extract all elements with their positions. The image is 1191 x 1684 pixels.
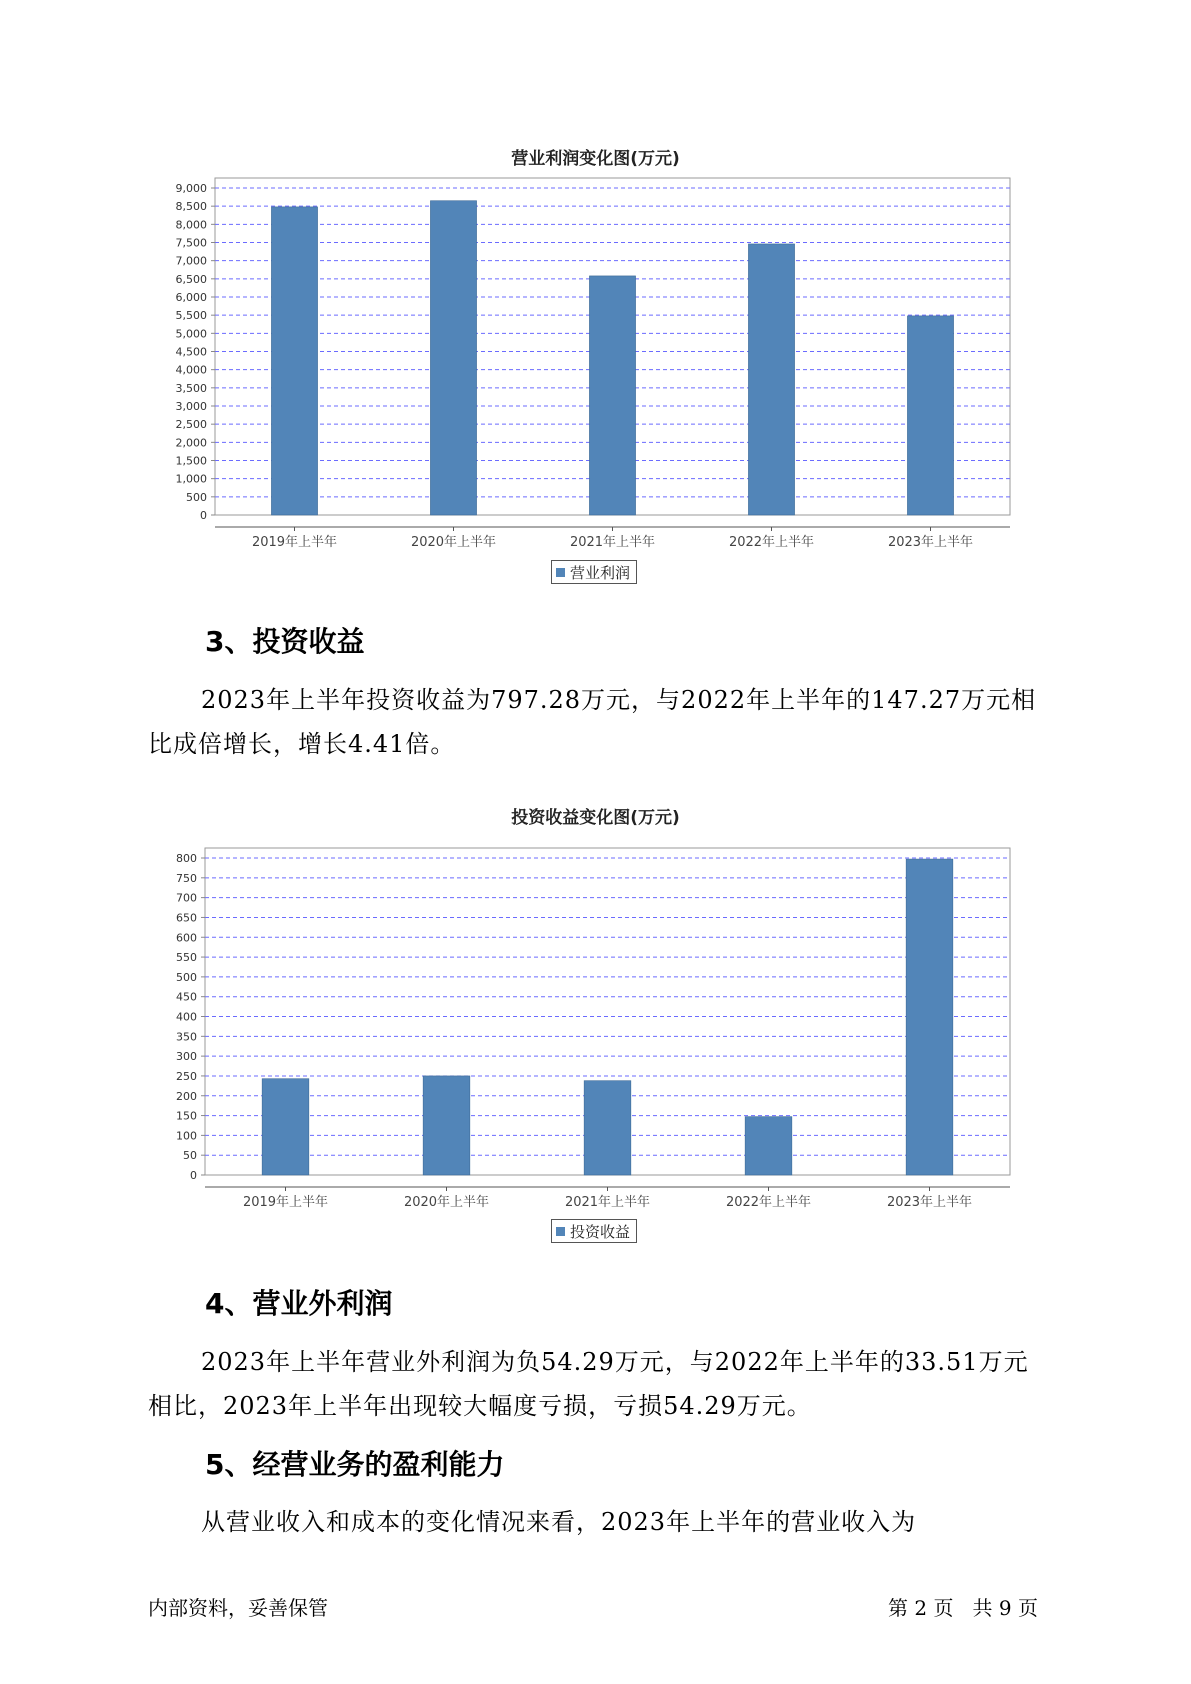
bar	[262, 1079, 309, 1175]
y-tick-label: 650	[176, 911, 197, 925]
bar	[906, 859, 953, 1175]
chart2-title: 投资收益变化图(万元)	[511, 808, 680, 828]
y-tick-label: 3,000	[175, 400, 207, 413]
x-category-label: 2019年上半年	[251, 535, 338, 550]
chart1-legend-label: 营业利润	[570, 563, 631, 582]
x-category-label: 2022年上半年	[728, 535, 815, 550]
x-category-label: 2019年上半年	[242, 1195, 329, 1210]
y-tick-label: 3,500	[175, 381, 207, 395]
y-tick-label: 7,500	[175, 236, 207, 250]
section-5-heading: 5、经营业务的盈利能力	[205, 1448, 505, 1481]
y-tick-label: 2,500	[175, 418, 207, 432]
y-tick-label: 400	[176, 1010, 197, 1024]
chart1-title: 营业利润变化图(万元)	[511, 149, 680, 169]
y-tick-label: 6,000	[175, 291, 207, 304]
x-category-label: 2021年上半年	[564, 1195, 651, 1210]
section-4-paragraph: 2023年上半年营业外利润为负54.29万元，与2022年上半年的33.51万元相比，2023年上半年出现较大幅度亏损，亏损54.29万元。	[148, 1348, 1029, 1420]
legend-swatch-icon	[556, 1227, 565, 1236]
y-tick-label: 750	[176, 871, 197, 885]
bar	[745, 1117, 792, 1175]
y-tick-label: 500	[176, 970, 197, 984]
y-tick-label: 500	[186, 490, 207, 504]
x-category-label: 2021年上半年	[569, 535, 656, 550]
chart1-legend	[551, 560, 637, 584]
y-tick-label: 5,000	[175, 327, 207, 341]
y-tick-label: 0	[200, 509, 207, 522]
bar	[423, 1076, 470, 1175]
y-tick-label: 700	[176, 891, 197, 905]
y-tick-label: 6,500	[175, 272, 207, 286]
x-category-label: 2020年上半年	[410, 535, 497, 550]
y-tick-label: 9,000	[175, 182, 207, 195]
y-tick-label: 200	[176, 1089, 197, 1103]
investment-income-chart	[0, 835, 1191, 1215]
bar	[589, 276, 635, 515]
bar	[907, 316, 953, 515]
y-tick-label: 8,000	[175, 218, 207, 232]
footer-confidential: 内部资料，妥善保管	[148, 1596, 328, 1620]
y-tick-label: 1,500	[175, 454, 207, 468]
y-tick-label: 250	[176, 1069, 197, 1083]
y-tick-label: 300	[176, 1050, 197, 1064]
bar	[584, 1081, 631, 1175]
y-tick-label: 5,500	[175, 309, 207, 323]
operating-profit-chart	[0, 175, 1191, 555]
y-tick-label: 100	[176, 1129, 197, 1143]
y-tick-label: 4,500	[175, 345, 207, 359]
section-3-heading: 3、投资收益	[205, 625, 365, 658]
y-tick-label: 800	[176, 852, 197, 865]
chart2-legend-label: 投资收益	[570, 1222, 631, 1241]
x-category-label: 2023年上半年	[886, 1195, 973, 1210]
bar	[430, 201, 476, 515]
section-3-paragraph: 2023年上半年投资收益为797.28万元，与2022年上半年的147.27万元相比成倍增长，增长4.41倍。	[148, 686, 1037, 758]
y-tick-label: 0	[190, 1169, 197, 1182]
x-category-label: 2022年上半年	[725, 1195, 812, 1210]
x-category-label: 2020年上半年	[403, 1195, 490, 1210]
legend-swatch-icon	[556, 568, 565, 577]
section-4-heading: 4、营业外利润	[205, 1287, 393, 1320]
y-tick-label: 450	[176, 990, 197, 1004]
y-tick-label: 350	[176, 1030, 197, 1044]
y-tick-label: 7,000	[175, 254, 207, 268]
y-tick-label: 2,000	[175, 436, 207, 450]
footer-page-number: 第 2 页 共 9 页	[888, 1596, 1038, 1620]
y-tick-label: 550	[176, 951, 197, 965]
x-category-label: 2023年上半年	[887, 535, 974, 550]
y-tick-label: 150	[176, 1109, 197, 1123]
y-tick-label: 1,000	[175, 472, 207, 486]
section-5-paragraph: 从营业收入和成本的变化情况来看，2023年上半年的营业收入为	[201, 1508, 917, 1536]
bar	[748, 244, 794, 515]
bar	[271, 207, 317, 515]
chart2-legend	[551, 1219, 637, 1243]
y-tick-label: 4,000	[175, 363, 207, 377]
y-tick-label: 8,500	[175, 200, 207, 214]
y-tick-label: 600	[176, 931, 197, 945]
y-tick-label: 50	[183, 1149, 197, 1163]
